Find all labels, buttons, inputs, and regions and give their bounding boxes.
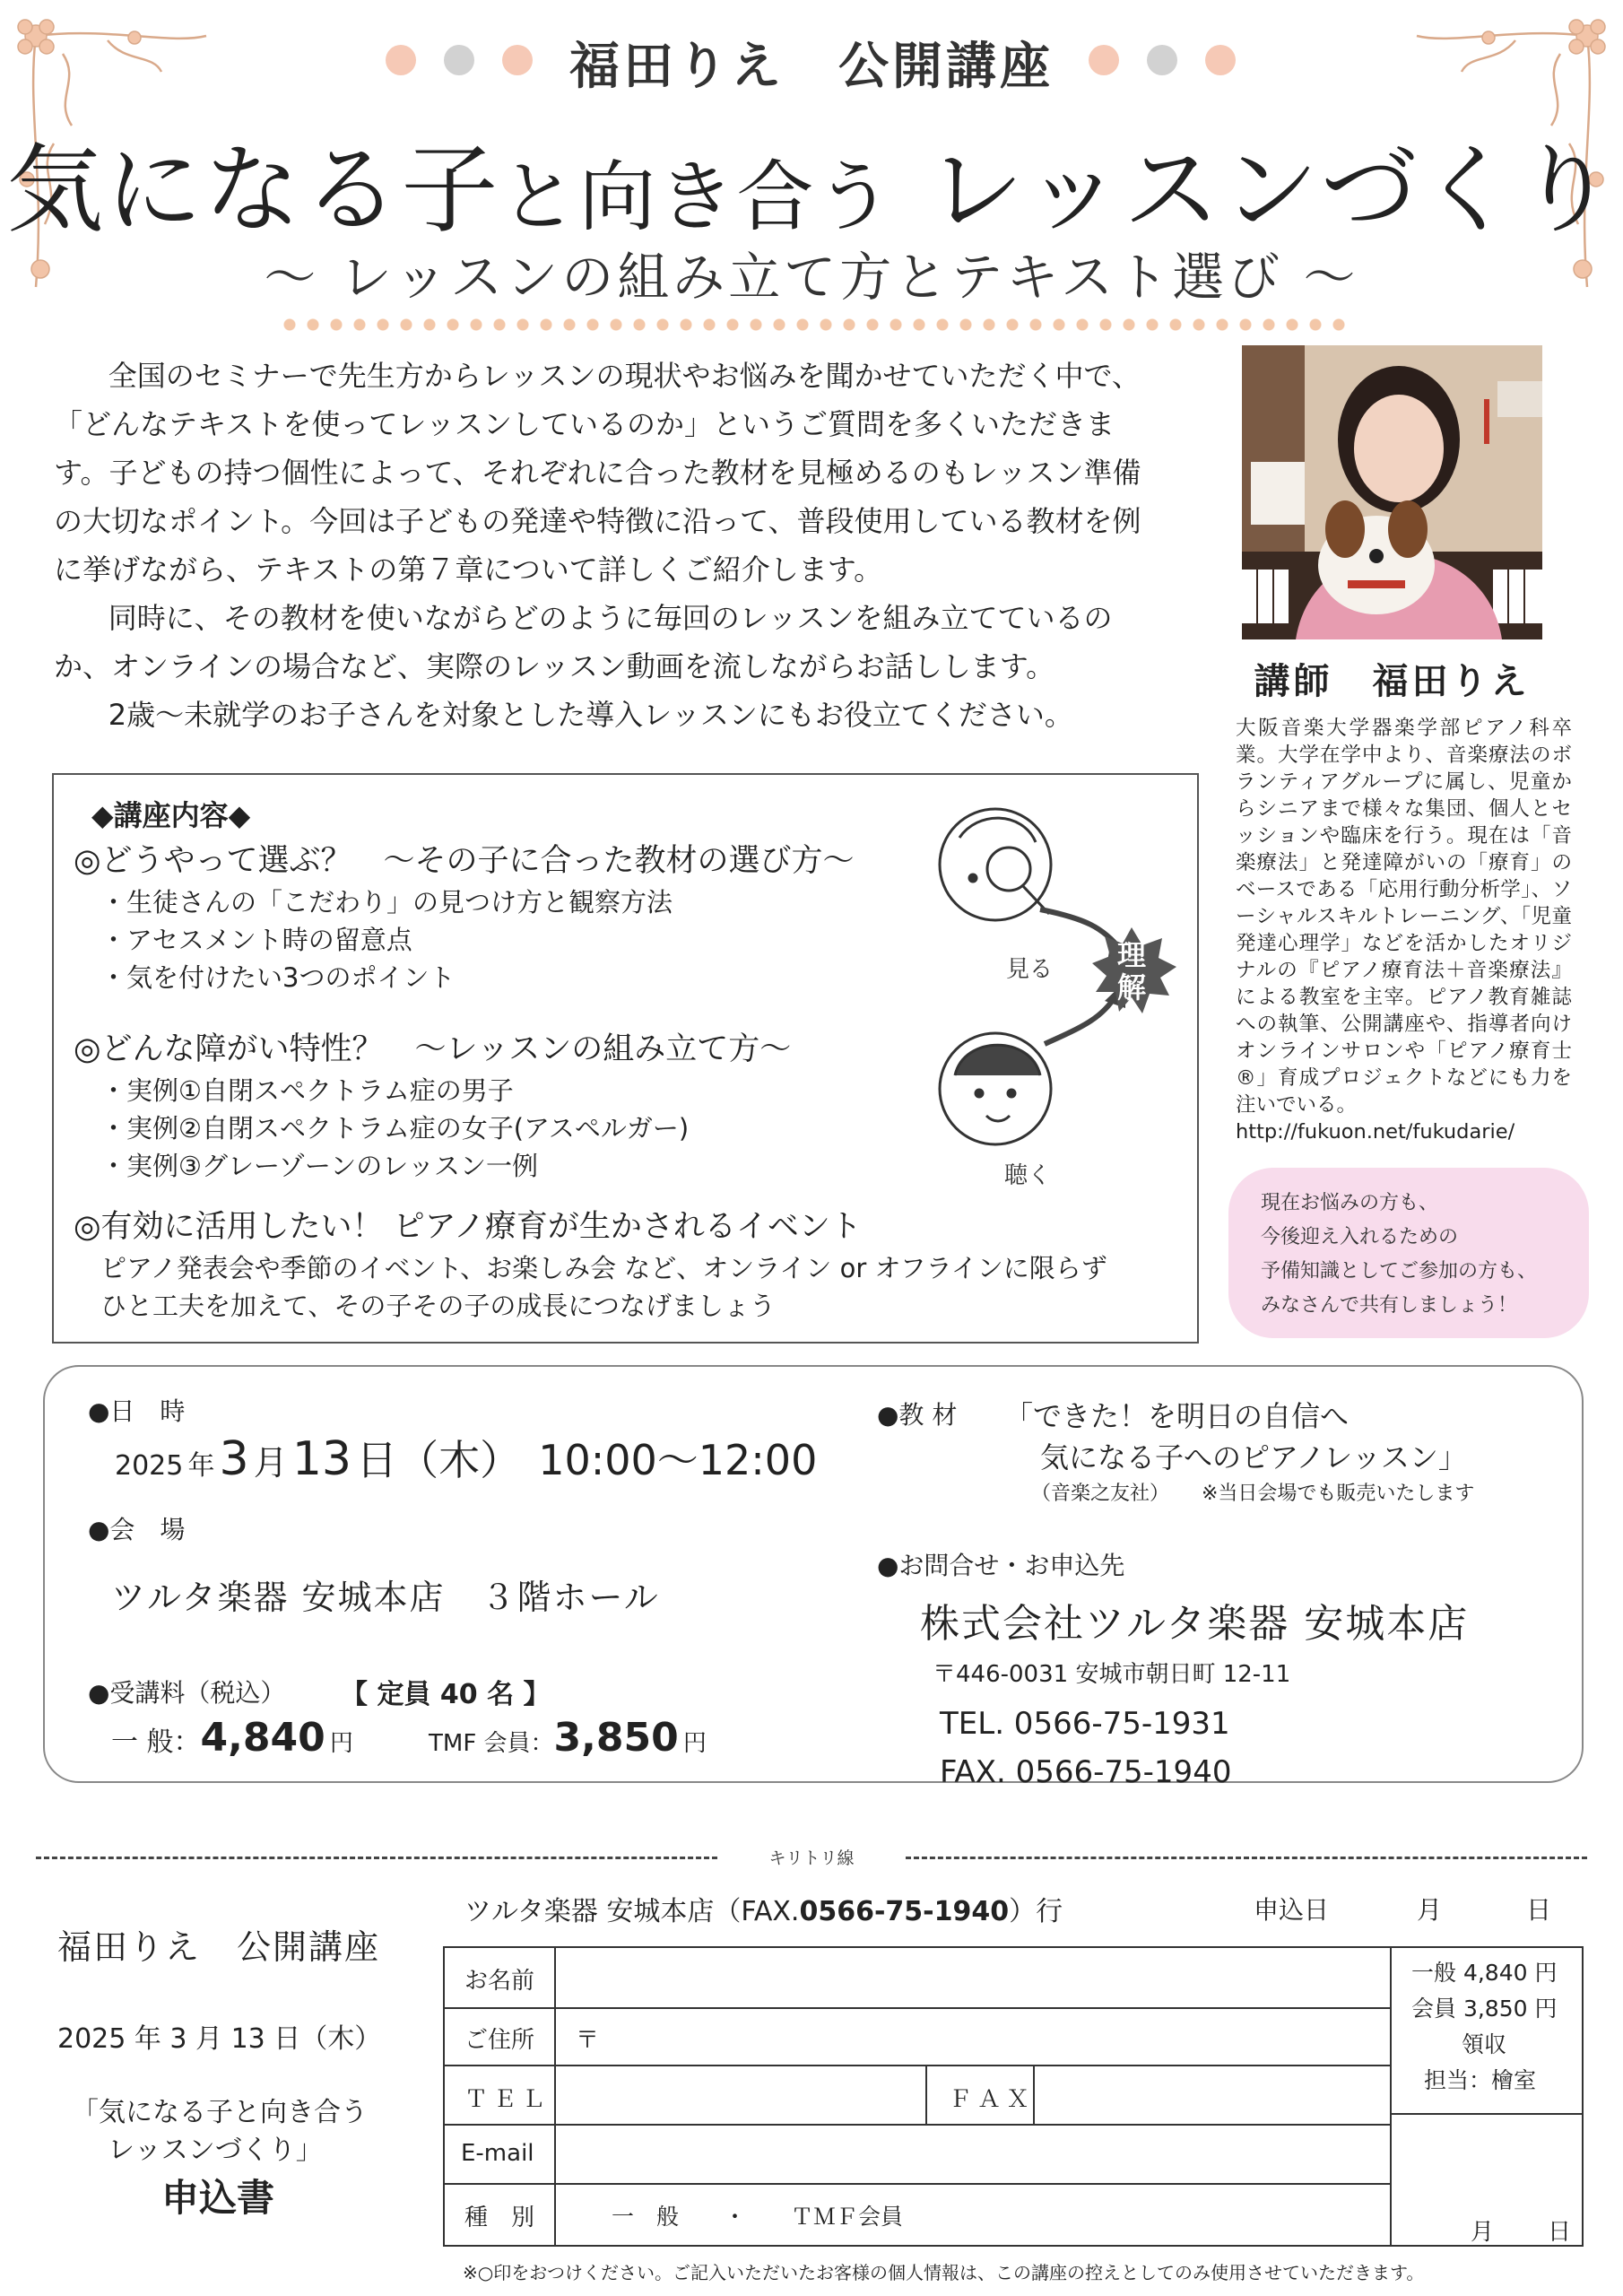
apply-date-label: 申込日 (1254, 1895, 1330, 1925)
note-line: 予備知識としてご参加の方も、 (1261, 1260, 1538, 1283)
date-month-unit: 月 (253, 1443, 288, 1483)
date-year: 2025 (115, 1450, 184, 1482)
note-line: みなさんで共有しましょう！ (1261, 1294, 1518, 1317)
header-subtitle: 福田りえ 公開講座 (569, 38, 1054, 96)
app-left-title: 福田りえ 公開講座 (57, 1927, 381, 1967)
tagline: ～ レッスンの組み立て方とテキスト選び ～ (264, 247, 1359, 308)
event-date (115, 1428, 817, 1487)
title-part-3: レッスンづくり (894, 135, 1617, 247)
understand-label-2: 解 (1116, 970, 1147, 1004)
date-year-unit: 年 (187, 1450, 215, 1482)
section-item: ひと工夫を加えて、その子その子の成長につなげましょう (100, 1291, 776, 1321)
side-receipt: 領収 (1462, 2031, 1507, 2057)
side-day: 日 (1548, 2219, 1572, 2246)
section-item: ・気を付けたい3つのポイント (100, 962, 456, 993)
grid-line (1390, 2113, 1584, 2115)
contact-fax: FAX. 0566-75-1940 (940, 1754, 1232, 1790)
contact-name: 株式会社ツルタ楽器 安城本店 (920, 1601, 1470, 1647)
capacity: 【 定員 40 名 】 (341, 1679, 551, 1710)
contact-tel: TEL. 0566-75-1931 (940, 1706, 1230, 1742)
section-item: ピアノ発表会や季節のイベント、お楽しみ会 など、オンライン or オフラインに限らず (100, 1253, 1107, 1283)
section-item: ・アセスメント時の留意点 (100, 925, 412, 955)
title-part-1: 気になる子 (6, 135, 500, 247)
section-item: ・実例①自閉スペクトラム症の男子 (100, 1075, 514, 1106)
material-line-1: 「できた！を明日の自信へ (1004, 1399, 1350, 1433)
instructor-profile (1236, 715, 1572, 1145)
fee-general (111, 1715, 353, 1761)
grid-line (445, 2124, 1390, 2126)
intro-paragraph: 全国のセミナーで先生方からレッスンの現状やお悩みを聞かせていただく中で、「どんなテキストを使ってレッスンしているのか」というご質問を多くいただきます。子どもの持つ個性によって、それぞれに合った教材を見極めるのもレッスン準備の大切なポイント。今回は子どもの発達や特徴に沿って、普段使用している教材を例に挙げながら、テキストの第７章について詳しくご紹介します。 (54, 359, 1141, 587)
app-to-fax: 0566-75-1940 (799, 1896, 1010, 1927)
contents-heading: ◆講座内容◆ (91, 798, 251, 832)
side-fee-member: 会員 3,850 円 (1411, 1996, 1558, 2022)
instructor-photo (1242, 345, 1542, 639)
section-title: ◎どうやって選ぶ？ ～その子に合った教材の選び方～ (74, 843, 855, 879)
app-to-line (464, 1889, 1063, 1928)
fee-general-amount: 4,840 (200, 1715, 325, 1761)
grid-line (925, 2065, 927, 2124)
hear-label: 聴く (1004, 1162, 1052, 1187)
note-line: 今後迎え入れるための (1261, 1226, 1459, 1248)
section-item: ・生徒さんの「こだわり」の見つけ方と観察方法 (100, 887, 673, 918)
label-type: 種 別 (464, 2205, 535, 2231)
course-contents-box (52, 773, 1199, 1344)
cut-line-right (906, 1857, 1587, 1859)
photo-illustration (1242, 345, 1542, 639)
section-item: ・実例③グレーゾーンのレッスン一例 (100, 1151, 538, 1181)
fee-member-unit: 円 (682, 1730, 707, 1757)
venue: ツルタ楽器 安城本店 ３階ホール (111, 1578, 660, 1617)
side-staff: 担当：檜室 (1424, 2067, 1537, 2093)
section-item: ・実例②自閉スペクトラム症の女子(アスペルガー) (100, 1113, 690, 1144)
cut-line-label: キリトリ線 (768, 1848, 855, 1868)
app-left-date: 2025 年 3 月 13 日（木） (57, 2023, 382, 2055)
app-footnote: ※○印をおつけください。ご記入いただいたお客様の個人情報は、この講座の控えとしてのみ使用させていただきます。 (463, 2262, 1425, 2283)
fee-member-label: TMF 会員： (429, 1730, 554, 1757)
profile-url[interactable]: http://fukuon.net/fukudarie/ (1236, 1120, 1515, 1144)
grid-line (445, 2065, 1390, 2066)
material-label: ●教 材 (877, 1400, 958, 1430)
grid-line (445, 2007, 1390, 2009)
pink-note (1228, 1168, 1589, 1338)
date-label: ●日 時 (88, 1396, 186, 1426)
fee-general-unit: 円 (329, 1730, 353, 1757)
fee-general-label: 一 般： (111, 1726, 201, 1758)
contact-label: ●お問合せ・お申込先 (877, 1551, 1125, 1580)
dotted-divider (278, 318, 1345, 331)
cut-line-left (36, 1857, 717, 1859)
app-left-course-2: レッスンづくり」 (108, 2135, 323, 2166)
apply-day-label: 日 (1526, 1895, 1552, 1925)
main-title (0, 112, 1623, 251)
side-fee-general: 一般 4,840 円 (1411, 1960, 1558, 1986)
grid-line (445, 2183, 1390, 2185)
venue-label: ●会 場 (88, 1515, 186, 1544)
input-name[interactable] (558, 1952, 1386, 2004)
event-time: 10:00～12:00 (538, 1436, 818, 1484)
grid-line (1390, 1948, 1392, 2247)
material-note: ※当日会場でも販売いたします (1202, 1483, 1475, 1505)
date-day-unit: 日（木） (356, 1436, 522, 1484)
app-form-name: 申込書 (161, 2176, 275, 2220)
instructor-caption: 講師 福田りえ (1254, 661, 1531, 702)
fee-member (429, 1715, 707, 1761)
label-fax: ＦＡＸ (949, 2086, 1036, 2113)
apply-month-label: 月 (1417, 1895, 1443, 1925)
material-line-2: 気になる子へのピアノレッスン」 (1040, 1440, 1467, 1474)
date-day: 13 (291, 1432, 352, 1486)
application-form-table (443, 1946, 1584, 2247)
postal-mark: 〒 (576, 2027, 600, 2054)
intro-text (54, 352, 1166, 739)
note-line: 現在お悩みの方も、 (1261, 1192, 1439, 1214)
understand-label-1: 理 (1116, 938, 1147, 972)
see-label: 見る (1006, 956, 1054, 983)
app-to-suffix: ）行 (1009, 1896, 1063, 1927)
side-month: 月 (1471, 2219, 1495, 2246)
profile-text: 大阪音楽大学器楽学部ピアノ科卒業。大学在学中より、音楽療法のボランティアグループに属し、児童からシニアまで様々な集団、個人とセッションや臨床を行う。現在は「音楽療法」と発達障がいの「療育」のベースである「応用行動分析学」、ソーシャルスキルトレーニング、「児童発達心理学」などを活かしたオリジナルの『ピアノ療育法＋音楽療法』による教室を主宰。ピアノ教育雑誌への執筆、公開講座や、指導者向けオンラインサロンや「ピアノ療育士®」育成プロジェクトなどにも力を注いでいる。 (1236, 717, 1572, 1117)
label-tel: ＴＥＬ (464, 2086, 551, 2113)
intro-paragraph: 同時に、その教材を使いながらどのように毎回のレッスンを組み立てているのか、オンラインの場合など、実際のレッスン動画を流しながらお話しします。 (54, 601, 1113, 683)
app-left-course-1: 「気になる子と向き合う (72, 2097, 368, 2128)
grid-line (554, 1948, 556, 2247)
label-address: ご住所 (464, 2027, 535, 2054)
fee-label: ●受講料（税込） (88, 1678, 286, 1708)
label-email: E-mail (461, 2140, 534, 2167)
section-title: ◎有効に活用したい！ ピアノ療育が生かされるイベント (74, 1209, 862, 1245)
fee-member-amount: 3,850 (553, 1715, 679, 1761)
contact-address: 〒446-0031 安城市朝日町 12-11 (933, 1661, 1291, 1688)
type-options[interactable]: 一 般 ・ ＴＭＦ会員 (612, 2204, 904, 2230)
title-part-2: と向き合う (499, 152, 895, 242)
intro-paragraph: 2歳～未就学のお子さんを対象とした導入レッスンにもお役立てください。 (108, 698, 1073, 732)
material-publisher: （音楽之友社） (1031, 1483, 1170, 1505)
event-info-box (43, 1365, 1584, 1790)
see-hear-understand-illustration (933, 793, 1193, 1187)
section-title: ◎どんな障がい特性？ ～レッスンの組み立て方～ (74, 1031, 792, 1067)
app-to-prefix: ツルタ楽器 安城本店（FAX. (464, 1896, 800, 1927)
label-name: お名前 (464, 1968, 535, 1995)
date-month: 3 (219, 1432, 249, 1486)
